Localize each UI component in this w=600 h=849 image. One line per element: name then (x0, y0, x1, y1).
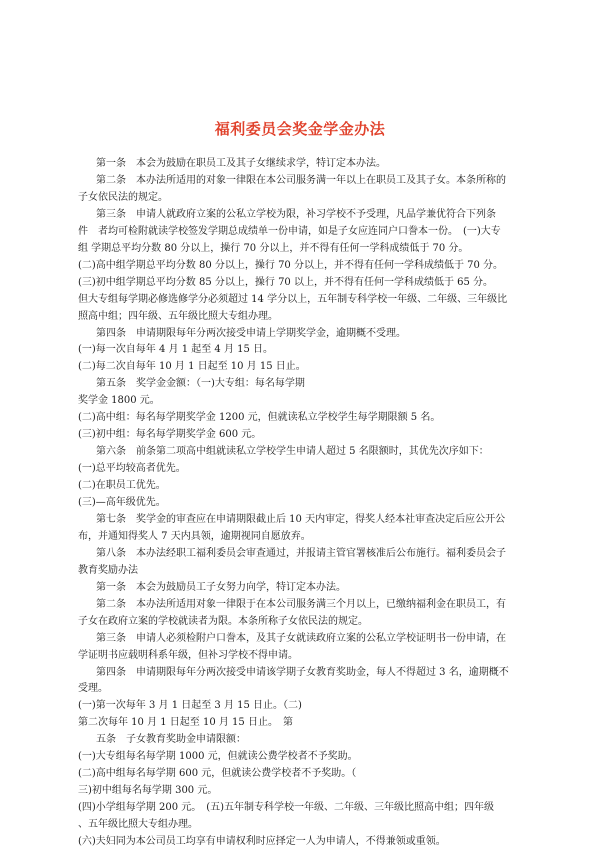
text-line: 第一条 本会为鼓励员工子女努力向学，特订定本办法。 (96, 581, 346, 593)
text-line: (一)第一次每年 3 月 1 日起至 3 月 15 日止。（二) (78, 700, 302, 712)
text-line: 第四条 申请期限每年分两次接受申请上学期奖学金，逾期概不受理。 (96, 327, 406, 339)
text-line: 第二条 本办法所适用的对象一律限在本公司服务满一年以上在职员工及其子女。本条所称的 (96, 174, 506, 186)
text-line: 布，并通知得奖人 7 天内具领，逾期视同自愿放弃。 (78, 530, 311, 542)
text-line: 第二条 本办法所适用对象一律限于在本公司服务满三个月以上，已缴纳福利金在职员工，有 (96, 598, 506, 610)
text-line: (三)—高年级优先。 (78, 497, 166, 508)
text-line: (一)大专组每名每学期 1000 元，但就读公费学校者不予奖助。 (78, 751, 358, 763)
text-line: 教育奖励办法 (78, 564, 138, 576)
text-line: 第二次每年 10 月 1 日起至 10 月 15 日止。 第 (78, 717, 293, 729)
text-line: 第七条 奖学金的审查应在申请期限截止后 10 天内审定，得奖人经本社审查决定后应公开公 (96, 514, 506, 525)
text-line: (二)每二次自每年 10 月 1 日起至 10 月 15 日止。 (78, 361, 306, 373)
text-line: 、五年级比照大专组办理。 (78, 819, 198, 830)
text-line: (一)每一次自每年 4 月 1 起至 4 月 15 日。 (78, 344, 274, 356)
text-line: (二)高中组学期总平均分数 80 分以上，操行 70 分以上，并不得有任何一学科成绩低于 70 分。 (78, 259, 504, 271)
text-line: 组 学期总平均分数 80 分以上，操行 70 分以上，并不得有任何一学科成绩低于 70 分。 (78, 242, 469, 254)
text-line: 第八条 本办法经职工福利委员会审查通过，并报请主管官署核准后公布施行。福利委员会子 (96, 547, 506, 559)
text-line: (六)夫妇同为本公司员工均享有申请权利时应择定一人为申请人，不得兼领或重领。 (78, 836, 446, 847)
text-line: 第三条 申请人就政府立案的公私立学校为限，补习学校不予受理，凡品学兼优符合下列条 (96, 208, 496, 220)
text-line: (四)小学组每学期 200 元。 (五)五年制专科学校一年级、二年级、三年级比照高中组；四年级 (78, 802, 495, 814)
text-line: 第一条 本会为鼓励在职员工及其子女继续求学，特订定本办法。 (96, 158, 386, 169)
text-line: 件 者均可检附就读学校签发学期总成绩单一份申请，如是子女应连同户口誊本一份。 (一)大专 (78, 225, 501, 237)
text-line: (三)初中组：每名每学期奖学金 600 元。 (78, 429, 262, 441)
text-line: 受理。 (78, 683, 108, 695)
text-line: (二)高中组：每名每学期奖学金 1200 元，但就读私立学校学生每学期限额 5 名。 (78, 412, 441, 424)
text-line: 子女在政府立案的学校就读者为限。本条所称子女依民法的规定。 (78, 615, 368, 627)
text-line: 学证明书应载明科系年级，但补习学校不得申请。 (78, 649, 298, 661)
text-line: 三)初中组每名每学期 300 元。 (78, 785, 218, 797)
text-line: 五条 子女教育奖助金申请限额： (96, 734, 246, 746)
text-line: 子女依民法的规定。 (78, 191, 168, 203)
text-line: (二)在职员工优先。 (78, 480, 166, 492)
text-line: 但大专组每学期必修选修学分必须超过 14 学分以上，五年制专科学校一年级、二年级、三年级比 (78, 293, 508, 305)
document-title: 福利委员会奖金学金办法 (214, 120, 386, 138)
text-line: 奖学金 1800 元。 (78, 395, 160, 407)
text-line: (二)高中组每名每学期 600 元，但就读公费学校者不予奖助。（ (78, 768, 357, 780)
text-line: 第五条 奖学金金额：（一)大专组：每名每学期 (96, 378, 305, 390)
text-line: 第六条 前条第二项高中组就读私立学校学生申请人超过 5 名限额时，其优先次序如下： (96, 446, 489, 458)
text-line: 第四条 申请期限每年分两次接受申请该学期子女教育奖助金，每人不得超过 3 名，逾期概不 (96, 666, 509, 678)
text-line: 第三条 申请人必须检附户口誊本，及其子女就读政府立案的公私立学校证明书一份申请，在 (96, 632, 506, 644)
text-line: (三)初中组学期总平均分数 85 分以上，操行 70 以上，并不得有任何一学科成绩低于 65 分。 (78, 276, 494, 288)
text-line: 照高中组；四年级、五年级比照大专组办理。 (78, 310, 278, 322)
text-line: (一)总平均较高者优先。 (78, 463, 186, 475)
